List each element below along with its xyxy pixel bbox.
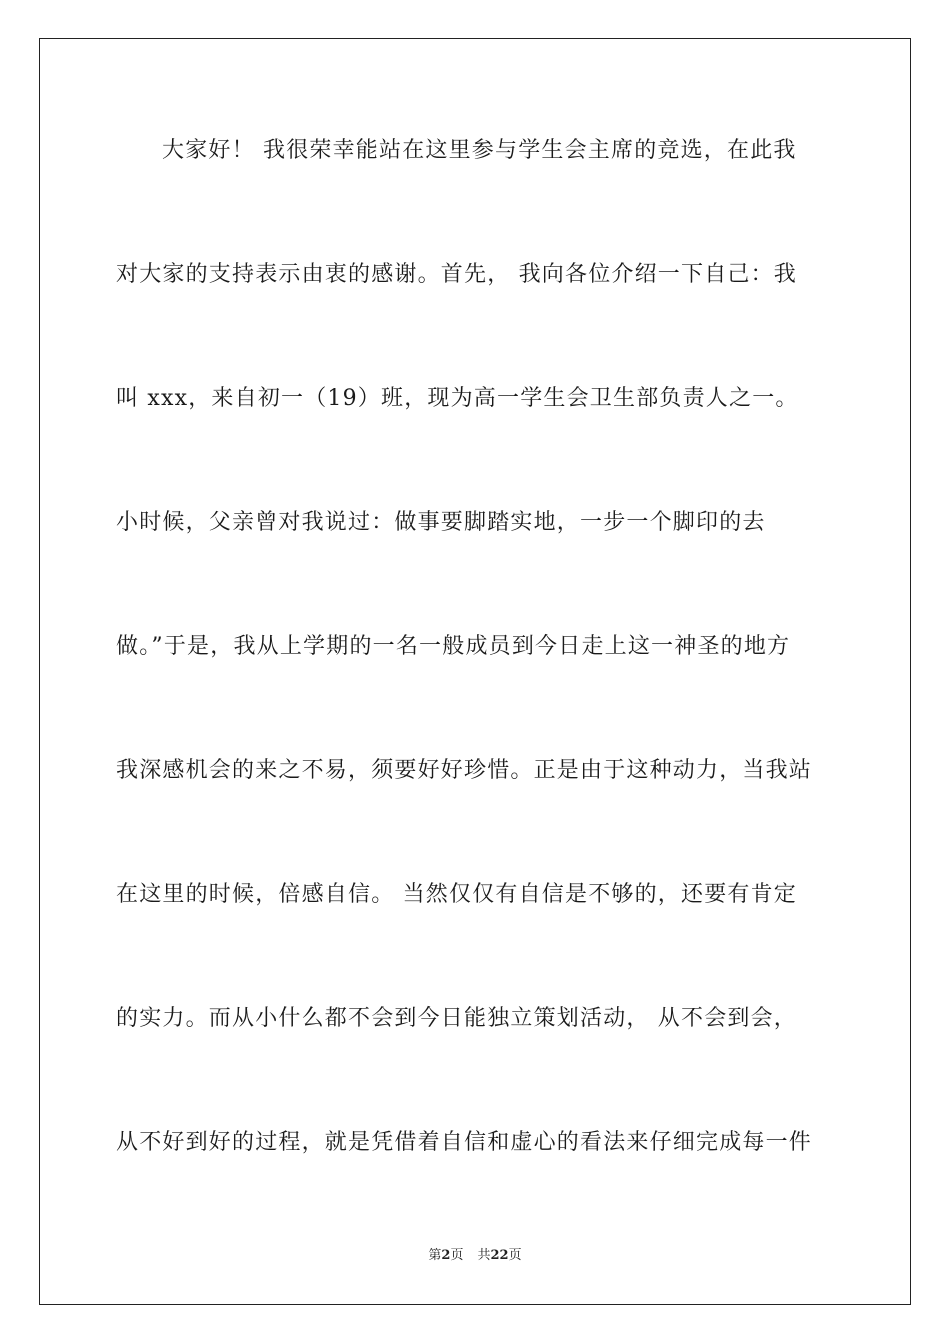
text-line-6: 我深感机会的来之不易，须要好好珍惜。正是由于这种动力，当我站 (116, 758, 813, 783)
text-line-3: 叫 xxx，来自初一（19）班，现为高一学生会卫生部负责人之一。 (116, 386, 799, 411)
text-line-5: 做。”于是，我从上学期的一名一般成员到今日走上这一神圣的地方 (116, 634, 791, 659)
total-prefix: 共 (477, 1248, 491, 1263)
text-line-4: 小时候，父亲曾对我说过：做事要脚踏实地，一步一个脚印的去 (116, 510, 766, 535)
text-line-9: 从不好到好的过程，就是凭借着自信和虚心的看法来仔细完成每一件 (116, 1130, 813, 1155)
page-number: 2 (441, 1248, 451, 1263)
document-body (116, 118, 836, 1234)
text-line-8: 的实力。而从小什么都不会到今日能独立策划活动， 从不会到会， (116, 1006, 797, 1031)
page-suffix: 页 (450, 1248, 464, 1263)
page-footer (0, 1247, 950, 1265)
text-line-1: 大家好！ 我很荣幸能站在这里参与学生会主席的竞选，在此我 (162, 138, 797, 163)
total-pages: 22 (490, 1248, 509, 1263)
text-line-2: 对大家的支持表示由衷的感谢。首先， 我向各位介绍一下自己：我 (116, 262, 797, 287)
page-prefix: 第 (428, 1248, 442, 1263)
total-suffix: 页 (508, 1248, 522, 1263)
text-line-7: 在这里的时候，倍感自信。 当然仅仅有自信是不够的，还要有肯定 (116, 882, 797, 907)
